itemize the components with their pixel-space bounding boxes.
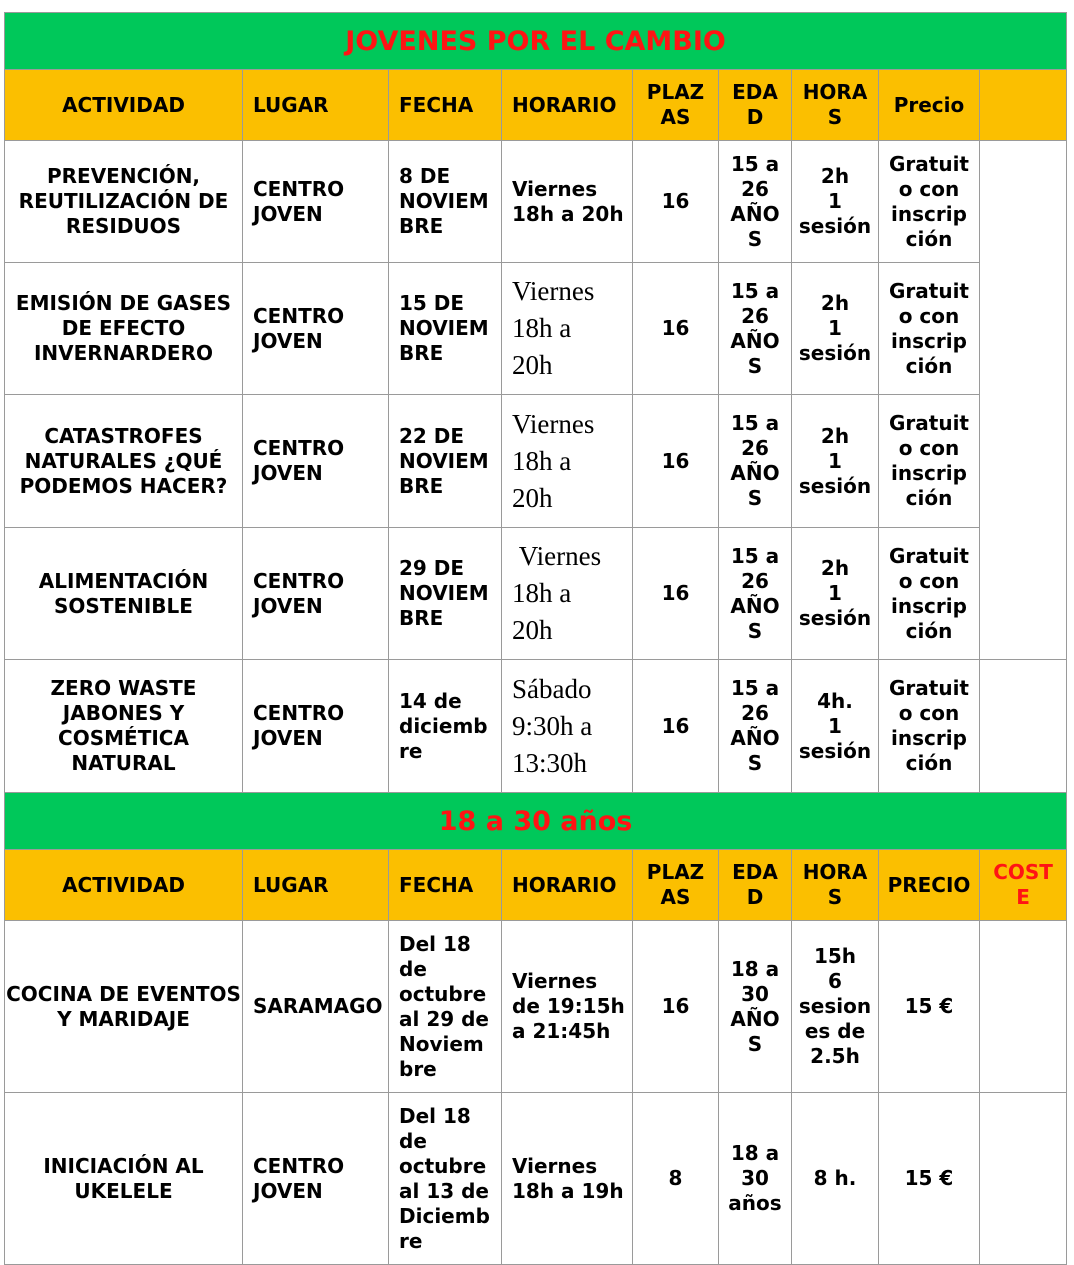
cell-fecha: Del 18 de octubre al 29 de Noviem bre (389, 921, 502, 1093)
cell-edad: 15 a 26 AÑO S (719, 528, 792, 660)
cell-lugar: CENTRO JOVEN (243, 395, 389, 528)
cell-coste (980, 921, 1067, 1093)
cell-plazas: 8 (633, 1093, 719, 1265)
header-lugar: LUGAR (243, 70, 389, 141)
cell-lugar: SARAMAGO (243, 921, 389, 1093)
header-edad: EDA D (719, 70, 792, 141)
cell-horas: 15h 6 sesion es de 2.5h (792, 921, 879, 1093)
cell-actividad: EMISIÓN DE GASES DE EFECTO INVERNARDERO (5, 263, 243, 395)
cell-actividad: ALIMENTACIÓN SOSTENIBLE (5, 528, 243, 660)
cell-lugar: CENTRO JOVEN (243, 660, 389, 793)
cell-extra-merged (980, 141, 1067, 660)
cell-fecha: 8 DE NOVIEM BRE (389, 141, 502, 263)
cell-actividad: ZERO WASTE JABONES Y COSMÉTICA NATURAL (5, 660, 243, 793)
cell-horario: Sábado 9:30h a 13:30h (502, 660, 633, 793)
cell-precio: 15 € (879, 921, 980, 1093)
cell-horario: Viernes de 19:15h a 21:45h (502, 921, 633, 1093)
cell-actividad: COCINA DE EVENTOS Y MARIDAJE (5, 921, 243, 1093)
cell-precio: Gratuit o con inscrip ción (879, 263, 980, 395)
cell-extra (980, 660, 1067, 793)
cell-horas: 2h 1 sesión (792, 528, 879, 660)
cell-edad: 15 a 26 AÑO S (719, 395, 792, 528)
cell-horas: 4h. 1 sesión (792, 660, 879, 793)
cell-fecha: Del 18 de octubre al 13 de Diciemb re (389, 1093, 502, 1265)
table-row (5, 921, 1067, 1093)
header-fecha: FECHA (389, 70, 502, 141)
cell-lugar: CENTRO JOVEN (243, 263, 389, 395)
header-precio: Precio (879, 70, 980, 141)
cell-horario: Viernes 18h a 20h (502, 528, 633, 660)
table-row (5, 660, 1067, 793)
header-fecha: FECHA (389, 850, 502, 921)
cell-precio: 15 € (879, 1093, 980, 1265)
cell-horas: 2h 1 sesión (792, 141, 879, 263)
header-coste: COST E (980, 850, 1067, 921)
cell-plazas: 16 (633, 395, 719, 528)
cell-horario: Viernes 18h a 20h (502, 395, 633, 528)
cell-precio: Gratuit o con inscrip ción (879, 528, 980, 660)
header-precio: PRECIO (879, 850, 980, 921)
cell-precio: Gratuit o con inscrip ción (879, 141, 980, 263)
schedule-page (4, 12, 1066, 1265)
header-actividad: ACTIVIDAD (5, 70, 243, 141)
cell-lugar: CENTRO JOVEN (243, 141, 389, 263)
header-plazas: PLAZ AS (633, 850, 719, 921)
cell-precio: Gratuit o con inscrip ción (879, 395, 980, 528)
header-lugar: LUGAR (243, 850, 389, 921)
header-horas: HORA S (792, 850, 879, 921)
section-title-row (5, 13, 1067, 70)
cell-actividad: CATASTROFES NATURALES ¿QUÉ PODEMOS HACER? (5, 395, 243, 528)
section-title-row (5, 793, 1067, 850)
cell-actividad: INICIACIÓN AL UKELELE (5, 1093, 243, 1265)
cell-fecha: 14 de diciemb re (389, 660, 502, 793)
table-row (5, 528, 1067, 660)
table-row (5, 395, 1067, 528)
table-row (5, 1093, 1067, 1265)
header-row (5, 70, 1067, 141)
cell-plazas: 16 (633, 141, 719, 263)
cell-plazas: 16 (633, 921, 719, 1093)
cell-precio: Gratuit o con inscrip ción (879, 660, 980, 793)
cell-horario: Viernes 18h a 20h (502, 263, 633, 395)
header-horario: HORARIO (502, 850, 633, 921)
cell-horario: Viernes 18h a 20h (502, 141, 633, 263)
cell-coste (980, 1093, 1067, 1265)
cell-plazas: 16 (633, 263, 719, 395)
cell-fecha: 15 DE NOVIEM BRE (389, 263, 502, 395)
cell-horario: Viernes 18h a 19h (502, 1093, 633, 1265)
section-title: 18 a 30 años (5, 793, 1067, 850)
cell-lugar: CENTRO JOVEN (243, 528, 389, 660)
cell-actividad: PREVENCIÓN, REUTILIZACIÓN DE RESIDUOS (5, 141, 243, 263)
cell-lugar: CENTRO JOVEN (243, 1093, 389, 1265)
header-actividad: ACTIVIDAD (5, 850, 243, 921)
table-row (5, 141, 1067, 263)
header-horario: HORARIO (502, 70, 633, 141)
cell-edad: 18 a 30 AÑO S (719, 921, 792, 1093)
cell-edad: 15 a 26 AÑO S (719, 263, 792, 395)
header-horas: HORA S (792, 70, 879, 141)
header-edad: EDA D (719, 850, 792, 921)
cell-fecha: 22 DE NOVIEM BRE (389, 395, 502, 528)
cell-plazas: 16 (633, 660, 719, 793)
cell-plazas: 16 (633, 528, 719, 660)
header-plazas: PLAZ AS (633, 70, 719, 141)
cell-edad: 18 a 30 años (719, 1093, 792, 1265)
cell-horas: 2h 1 sesión (792, 395, 879, 528)
cell-fecha: 29 DE NOVIEM BRE (389, 528, 502, 660)
header-row (5, 850, 1067, 921)
header-extra (980, 70, 1067, 141)
cell-horas: 2h 1 sesión (792, 263, 879, 395)
section-title: JOVENES POR EL CAMBIO (5, 13, 1067, 70)
cell-horas: 8 h. (792, 1093, 879, 1265)
cell-edad: 15 a 26 AÑO S (719, 660, 792, 793)
cell-edad: 15 a 26 AÑO S (719, 141, 792, 263)
table-row (5, 263, 1067, 395)
activities-table (4, 12, 1067, 1265)
